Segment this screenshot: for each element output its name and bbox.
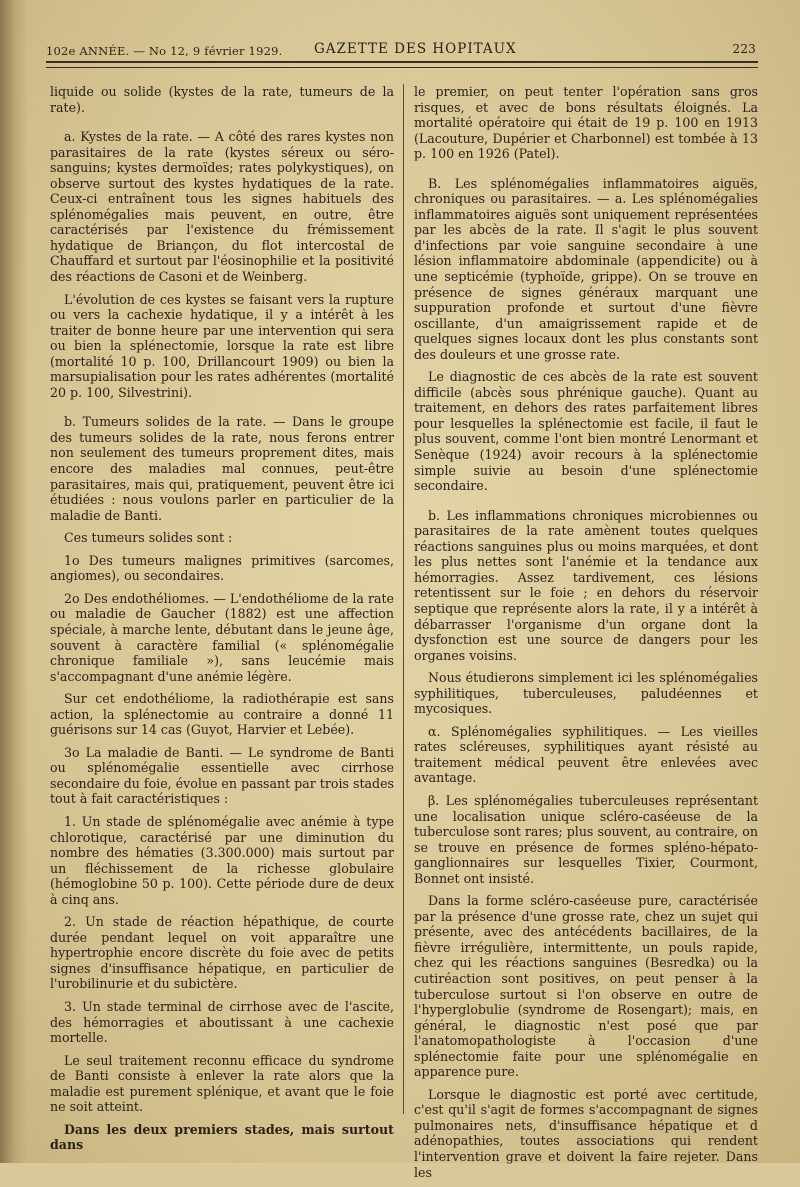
paragraph: Le seul traitement reconnu efficace du syndrome de Banti consiste à enlever la rate alors que la maladie est purement splénique, et avant que le foie ne soit atteint. <box>50 1052 394 1115</box>
right-column <box>414 84 758 1187</box>
paragraph: 2o Des endothéliomes. — L'endothéliome de la rate ou maladie de Gaucher (1882) est une affection spéciale, à marche lente, débutant dans le jeune âge, souvent à caractère familial (« splénomégalie chronique familiale »), sans leucémie mais s'accompagnant d'une anémie légère. <box>50 590 394 684</box>
issue-line: 102e ANNÉE. — No 12, 9 février 1929. <box>46 44 283 58</box>
paragraph: Sur cet endothéliome, la radiothérapie est sans action, la splénectomie au contraire a donné 11 guérisons sur 14 cas (Guyot, Harvier et Lebée). <box>50 691 394 738</box>
paragraph: 3. Un stade terminal de cirrhose avec de l'ascite, des hémorragies et aboutissant à une cachexie mortelle. <box>50 998 394 1046</box>
paragraph: L'évolution de ces kystes se faisant vers la rupture ou vers la cachexie hydatique, il y a intérêt à les traiter de bonne heure par une intervention qui sera ou bien la splénectomie, lorsque la rate est libre (mortalité 10 p. 100, Drillancourt 1909) ou bien la marsupialisation pour les rates adhérentes (mortalité 20 p. 100, Silvestrini). <box>50 291 394 400</box>
column-divider <box>403 84 404 1114</box>
page-number: 223 <box>732 42 756 56</box>
section-heading-paragraph: B. Les splénomégalies inflammatoires aiguës, chroniques ou parasitaires. — a. Les splénomégalies inflammatoires aiguës sont uniquement représentées par les abcès de la rate. Il s'agit le plus souvent d'infections par voie sanguine secondaire à une lésion inflammatoire abdominale (appendicite) ou à une septicémie (typhoïde, grippe). On se trouve en présence de signes généraux marquant une suppuration profonde et surtout d'une fièvre oscillante, d'un amaigrissement rapide et de quelques signes locaux dont les plus constants sont des douleurs et une grosse rate. <box>414 175 758 362</box>
paragraph: liquide ou solide (kystes de la rate, tumeurs de la rate). <box>50 84 394 115</box>
left-column <box>50 84 394 1160</box>
header-rule <box>46 61 758 68</box>
paragraph: b. Tumeurs solides de la rate. — Dans le groupe des tumeurs solides de la rate, nous ferons entrer non seulement des tumeurs proprement dites, mais encore des maladies mal connues, peut-être parasitaires, mais qui, pratiquement, peuvent être ici étudiées : nous voulons parler en particulier de la maladie de Banti. <box>50 414 394 523</box>
page-header <box>46 40 756 60</box>
paragraph: le premier, on peut tenter l'opération sans gros risques, et avec de bons résultats éloignés. La mortalité opératoire qui était de 19 p. 100 en 1913 (Lacouture, Dupérier et Charbonnel) est tombée à 13 p. 100 en 1926 (Patel). <box>414 84 758 162</box>
paragraph: Le diagnostic de ces abcès de la rate est souvent difficile (abcès sous phrénique gauche). Quant au traitement, en dehors des rates parfaitement libres pour lesquelles la splénectomie est facile, il faut le plus souvent, comme l'ont bien montré Lenormant et Senèque (1924) avoir recours à la splénectomie simple suivie au besoin d'une splénectomie secondaire. <box>414 369 758 494</box>
paragraph: b. Les inflammations chroniques microbiennes ou parasitaires de la rate amènent toutes quelques réactions sanguines plus ou moins marquées, et dont les plus nettes sont l'anémie et la tendance aux hémorragies. Assez tardivement, ces lésions retentissent sur le foie ; en dehors du réservoir septique que représente alors la rate, il y a intérêt à débarrasser l'organisme d'un organe dont la dysfonction est une source de dangers pour les organes voisins. <box>414 507 758 663</box>
paragraph: Dans les deux premiers stades, mais surtout dans <box>50 1121 394 1153</box>
paragraph: Lorsque le diagnostic est porté avec certitude, c'est qu'il s'agit de formes s'accompagnant de signes pulmonaires nets, d'insuffisance hépatique et d adénopathies, toutes associations qui rendent l'intervention grave et doivent la faire rejeter. Dans les <box>414 1086 758 1180</box>
paragraph: Nous étudierons simplement ici les splénomégalies syphilitiques, tuberculeuses, paludéennes et mycosiques. <box>414 670 758 717</box>
paragraph: Dans la forme scléro-caséeuse pure, caractérisée par la présence d'une grosse rate, chez un sujet qui présente, avec des antécédents bacillaires, de la fièvre irrégulière, intermittente, un pouls rapide, chez qui les réactions sanguines (Besredka) ou la cutiréaction sont positives, on peut penser à la tuberculose surtout si l'on observe en outre de l'hyperglobulie (syndrome de Rosengart); mais, en général, le diagnostic n'est posé que par l'anatomopathologiste à l'occasion d'une splénectomie faite pour une splénomégalie en apparence pure. <box>414 893 758 1080</box>
paragraph: 1o Des tumeurs malignes primitives (sarcomes, angiomes), ou secondaires. <box>50 552 394 584</box>
paragraph: α. Splénomégalies syphilitiques. — Les vieilles rates scléreuses, syphilitiques ayant résisté au traitement médical peuvent être enlevées avec avantage. <box>414 723 758 786</box>
paragraph: 1. Un stade de splénomégalie avec anémie à type chlorotique, caractérisé par une diminution du nombre des hématies (3.300.000) mais surtout par un fléchissement de la richesse globulaire (hémoglobine 50 p. 100). Cette période dure de deux à cinq ans. <box>50 813 394 907</box>
paragraph: 2. Un stade de réaction hépathique, de courte durée pendant lequel on voit apparaître une hypertrophie encore discrète du foie avec de petits signes d'insuffisance hépatique, en particulier de l'urobilinurie et du subictère. <box>50 914 394 992</box>
paragraph: β. Les splénomégalies tuberculeuses représentant une localisation unique scléro-caséeuse de la tuberculose sont rares; plus souvent, au contraire, on se trouve en présence de formes spléno-hépato-ganglionnaires sur lesquelles Tixier, Courmont, Bonnet ont insisté. <box>414 792 758 886</box>
paragraph: Ces tumeurs solides sont : <box>64 530 233 546</box>
paragraph: 3o La maladie de Banti. — Le syndrome de Banti ou splénomégalie essentielle avec cirrhose secondaire du foie, évolue en passant par trois stades tout à fait caractéristiques : <box>50 744 394 807</box>
journal-title: GAZETTE DES HOPITAUX <box>314 41 517 57</box>
page-binding-shadow <box>0 0 28 1163</box>
paragraph: a. Kystes de la rate. — A côté des rares kystes non parasitaires de la rate (kystes séreux ou séro-sanguins; kystes dermoïdes; rates polykystiques), on observe surtout des kystes hydatiques de la rate. Ceux-ci entraînent tous les signes habituels des splénomégalies mais peuvent, en outre, être caractérisés par l'existence du frémissement hydatique de Briançon, du flot intercostal de Chauffard et surtout par l'éosinophilie et la positivité des réactions de Casoni et de Weinberg. <box>50 129 394 285</box>
